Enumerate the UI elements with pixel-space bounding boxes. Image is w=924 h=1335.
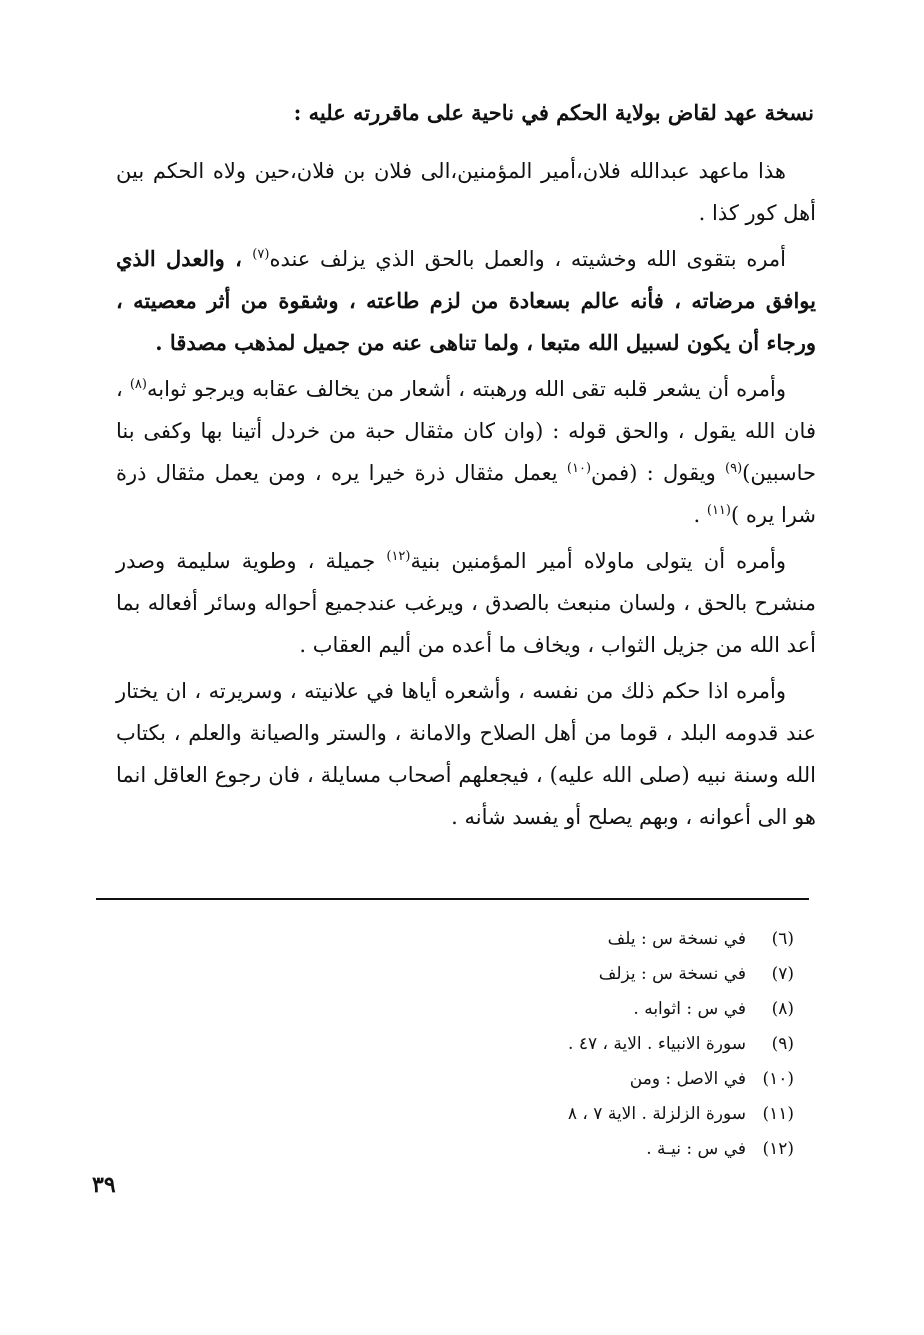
section-heading: نسخة عهد لقاض بولاية الحكم في ناحية على ماقررته عليه : <box>293 100 814 125</box>
footnote-number: (١٠) <box>762 1069 794 1089</box>
page-number: ٣٩ <box>92 1172 116 1198</box>
footnote-text: في نسخة س : يلف <box>607 929 746 949</box>
footnote-ref-7: (٧) <box>252 247 270 262</box>
footnote-item <box>274 1027 794 1062</box>
footnote-number: (٦) <box>771 929 794 949</box>
paragraph-5 <box>116 670 816 838</box>
paragraph-2-text-end: ، والعدل الذي يوافق مرضاته ، فأنه عالم بسعادة من لزم طاعته ، وشقوة من أثر معصيته ، ورجاء أن يكون لسبيل الله متبعا ، ولما تناهى عنه من جميل لمذهب مصدقا . <box>116 246 816 355</box>
paragraph-1 <box>116 150 816 234</box>
paragraph-4 <box>116 540 816 666</box>
footnote-ref-11: (١١) <box>706 503 731 518</box>
footnote-text: سورة الزلزلة . الاية ٧ ، ٨ <box>567 1104 746 1124</box>
paragraph-3-part-1: وأمره أن يشعر قلبه تقى الله ورهبته ، أشعار من يخالف عقابه ويرجو ثوابه <box>146 377 786 401</box>
footnote-number: (٨) <box>771 999 794 1019</box>
footnote-text: في نسخة س : يزلف <box>598 964 746 984</box>
paragraph-4-text-end: جميلة ، وطوية سليمة وصدر منشرح بالحق ، ولسان منبعث بالصدق ، ويرغب عندجميع أحواله وسائر أفعاله بما أعد الله من جزيل الثواب ، ويخاف ما أعده من أليم العقاب . <box>116 549 816 657</box>
footnote-text: في س : نيـة . <box>646 1139 746 1159</box>
paragraph-4-text-start: وأمره أن يتولى ماولاه أمير المؤمنين بنية <box>410 549 786 573</box>
footnote-number: (٧) <box>771 964 794 984</box>
footnote-item <box>274 1062 794 1097</box>
body-text <box>116 150 816 842</box>
paragraph-2 <box>116 238 816 364</box>
footnote-divider <box>96 898 809 900</box>
paragraph-3 <box>116 368 816 536</box>
footnote-item <box>274 992 794 1027</box>
paragraph-3-part-5: . <box>693 503 707 527</box>
paragraph-5-text: وأمره اذا حكم ذلك من نفسه ، وأشعره أياها في علانيته ، وسريرته ، ان يختار عند قدومه البلد ، قوما من أهل الصلاح والامانة ، والستر والصيانة والعلم ، بكتاب الله وسنة نبيه (صلى الله عليه) ، فيجعلهم أصحاب مسايلة ، فان رجوع العاقل انما هو الى أعوانه ، وبهم يصلح أو يفسد شأنه . <box>116 679 816 829</box>
footnote-ref-10: (١٠) <box>566 461 592 476</box>
paragraph-3-part-2: ، فان الله يقول ، والحق قوله : (وان كان مثقال حبة من خردل أتينا بها وكفى بنا حاسبين) <box>116 377 816 485</box>
footnote-item <box>274 1097 794 1132</box>
paragraph-3-part-4: يعمل مثقال ذرة خيرا يره ، ومن يعمل مثقال ذرة شرا يره ) <box>116 461 816 527</box>
footnote-text: في الاصل : ومن <box>629 1069 746 1089</box>
footnotes-list <box>274 922 794 1167</box>
footnote-text: سورة الانبياء . الاية ، ٤٧ . <box>568 1034 746 1054</box>
paragraph-3-part-3: ويقول : (فمن <box>591 461 726 485</box>
paragraph-1-text: هذا ماعهد عبدالله فلان،أمير المؤمنين،الى فلان بن فلان،حين ولاه الحكم بين أهل كور كذا . <box>116 159 816 225</box>
footnote-text: في س : اثوابه . <box>633 999 746 1019</box>
footnote-number: (١١) <box>762 1104 794 1124</box>
paragraph-2-text-start: أمره بتقوى الله وخشيته ، والعمل بالحق الذي يزلف عنده <box>269 247 786 271</box>
footnote-number: (٩) <box>771 1034 794 1054</box>
footnote-ref-8: (٨) <box>129 377 147 392</box>
footnote-item <box>274 1132 794 1167</box>
footnote-item <box>274 922 794 957</box>
footnote-item <box>274 957 794 992</box>
footnote-ref-9: (٩) <box>725 461 743 476</box>
footnote-number: (١٢) <box>762 1139 794 1159</box>
footnote-ref-12: (١٢) <box>386 549 411 564</box>
